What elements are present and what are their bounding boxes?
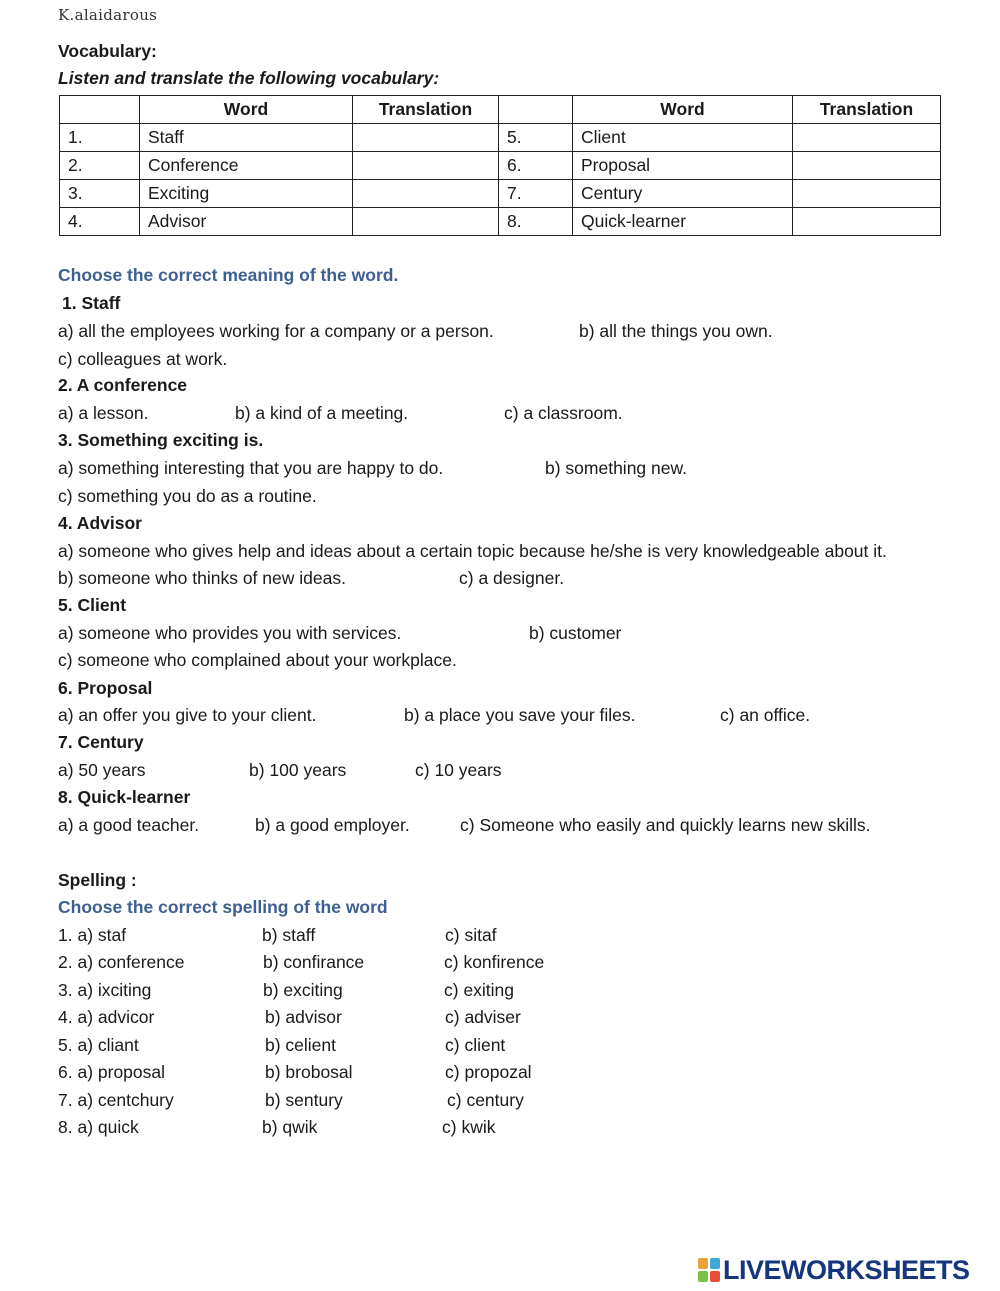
word-number: 2. (60, 152, 140, 180)
option-b[interactable]: b) a good employer. (255, 815, 410, 835)
spelling-option-a[interactable]: 8. a) quick (58, 1117, 139, 1137)
spelling-heading: Spelling : (58, 870, 137, 890)
question-title: 4. Advisor (58, 513, 142, 533)
word-number: 5. (499, 124, 573, 152)
word-cell: Century (573, 180, 793, 208)
spelling-option-a[interactable]: 3. a) ixciting (58, 980, 152, 1000)
spelling-option-c[interactable]: c) konfirence (444, 952, 545, 972)
option-c[interactable]: c) colleagues at work. (58, 349, 228, 369)
translation-input[interactable] (793, 180, 941, 208)
spelling-option-a[interactable]: 2. a) conference (58, 952, 185, 972)
vocabulary-table (59, 95, 941, 236)
vocabulary-instruction: Listen and translate the following vocabulary: (58, 68, 440, 88)
word-cell: Exciting (140, 180, 353, 208)
option-b[interactable]: b) a place you save your files. (404, 705, 636, 725)
spelling-option-b[interactable]: b) celient (265, 1035, 337, 1055)
spelling-option-a[interactable]: 1. a) staf (58, 925, 127, 945)
option-c[interactable]: c) 10 years (415, 760, 502, 780)
spelling-option-c[interactable]: c) client (445, 1035, 506, 1055)
spelling-option-a[interactable]: 6. a) proposal (58, 1062, 166, 1082)
word-cell: Advisor (140, 208, 353, 236)
table-row (60, 208, 941, 236)
question-title: 1. Staff (62, 293, 121, 313)
spelling-option-b[interactable]: b) sentury (265, 1090, 343, 1110)
num-header (499, 96, 573, 124)
spelling-option-b[interactable]: b) staff (262, 925, 316, 945)
spelling-option-b[interactable]: b) qwik (262, 1117, 318, 1137)
liveworksheets-logo-icon (698, 1258, 720, 1282)
translation-header: Translation (793, 96, 941, 124)
translation-input[interactable] (793, 208, 941, 236)
spelling-option-c[interactable]: c) exiting (444, 980, 515, 1000)
spelling-option-c[interactable]: c) adviser (445, 1007, 521, 1027)
option-c[interactable]: c) someone who complained about your workplace. (58, 650, 457, 670)
spelling-option-b[interactable]: b) exciting (263, 980, 343, 1000)
word-cell: Proposal (573, 152, 793, 180)
option-c[interactable]: c) something you do as a routine. (58, 486, 317, 506)
spelling-option-a[interactable]: 4. a) advicor (58, 1007, 155, 1027)
word-number: 7. (499, 180, 573, 208)
num-header (60, 96, 140, 124)
translation-input[interactable] (793, 124, 941, 152)
option-a[interactable]: a) someone who gives help and ideas about a certain topic because he/she is very knowledgeable about it. (58, 541, 887, 561)
question-title: 6. Proposal (58, 678, 153, 698)
option-a[interactable]: a) a lesson. (58, 403, 149, 423)
option-c[interactable]: c) a designer. (459, 568, 565, 588)
option-c[interactable]: c) Someone who easily and quickly learns new skills. (460, 815, 871, 835)
translation-input[interactable] (793, 152, 941, 180)
translation-input[interactable] (353, 180, 499, 208)
word-header: Word (573, 96, 793, 124)
question-title: 5. Client (58, 595, 127, 615)
spelling-option-c[interactable]: c) kwik (442, 1117, 496, 1137)
option-b[interactable]: b) a kind of a meeting. (235, 403, 409, 423)
spelling-option-b[interactable]: b) confirance (263, 952, 365, 972)
liveworksheets-logo (698, 1255, 970, 1285)
word-number: 8. (499, 208, 573, 236)
option-b[interactable]: b) something new. (545, 458, 688, 478)
option-c[interactable]: c) an office. (720, 705, 811, 725)
option-a[interactable]: a) 50 years (58, 760, 146, 780)
spelling-option-b[interactable]: b) brobosal (265, 1062, 353, 1082)
word-cell: Quick-learner (573, 208, 793, 236)
spelling-option-a[interactable]: 7. a) centchury (58, 1090, 174, 1110)
spelling-instruction: Choose the correct spelling of the word (58, 897, 388, 917)
option-b[interactable]: b) 100 years (249, 760, 347, 780)
option-a[interactable]: a) all the employees working for a company or a person. (58, 321, 494, 341)
meaning-heading: Choose the correct meaning of the word. (58, 265, 399, 285)
translation-header: Translation (353, 96, 499, 124)
table-row (60, 180, 941, 208)
spelling-option-c[interactable]: c) sitaf (445, 925, 497, 945)
word-cell: Conference (140, 152, 353, 180)
option-b[interactable]: b) someone who thinks of new ideas. (58, 568, 346, 588)
spelling-option-c[interactable]: c) propozal (445, 1062, 532, 1082)
word-cell: Staff (140, 124, 353, 152)
translation-input[interactable] (353, 208, 499, 236)
spelling-option-c[interactable]: c) century (447, 1090, 524, 1110)
question-title: 8. Quick-learner (58, 787, 191, 807)
option-a[interactable]: a) a good teacher. (58, 815, 200, 835)
translation-input[interactable] (353, 152, 499, 180)
option-b[interactable]: b) all the things you own. (579, 321, 773, 341)
table-row (60, 152, 941, 180)
spelling-option-a[interactable]: 5. a) cliant (58, 1035, 139, 1055)
logo-text: LIVEWORKSHEETS (723, 1254, 970, 1285)
option-b[interactable]: b) customer (529, 623, 622, 643)
table-header-row (60, 96, 941, 124)
word-number: 6. (499, 152, 573, 180)
option-a[interactable]: a) an offer you give to your client. (58, 705, 317, 725)
question-title: 3. Something exciting is. (58, 430, 264, 450)
option-a[interactable]: a) someone who provides you with services. (58, 623, 402, 643)
option-c[interactable]: c) a classroom. (504, 403, 623, 423)
word-number: 1. (60, 124, 140, 152)
word-number: 4. (60, 208, 140, 236)
word-header: Word (140, 96, 353, 124)
question-title: 7. Century (58, 732, 144, 752)
question-title: 2. A conference (58, 375, 188, 395)
option-a[interactable]: a) something interesting that you are happy to do. (58, 458, 444, 478)
table-row (60, 124, 941, 152)
translation-input[interactable] (353, 124, 499, 152)
word-cell: Client (573, 124, 793, 152)
author-name: K.alaidarous (58, 6, 158, 24)
word-number: 3. (60, 180, 140, 208)
vocabulary-heading: Vocabulary: (58, 41, 157, 61)
spelling-option-b[interactable]: b) advisor (265, 1007, 342, 1027)
